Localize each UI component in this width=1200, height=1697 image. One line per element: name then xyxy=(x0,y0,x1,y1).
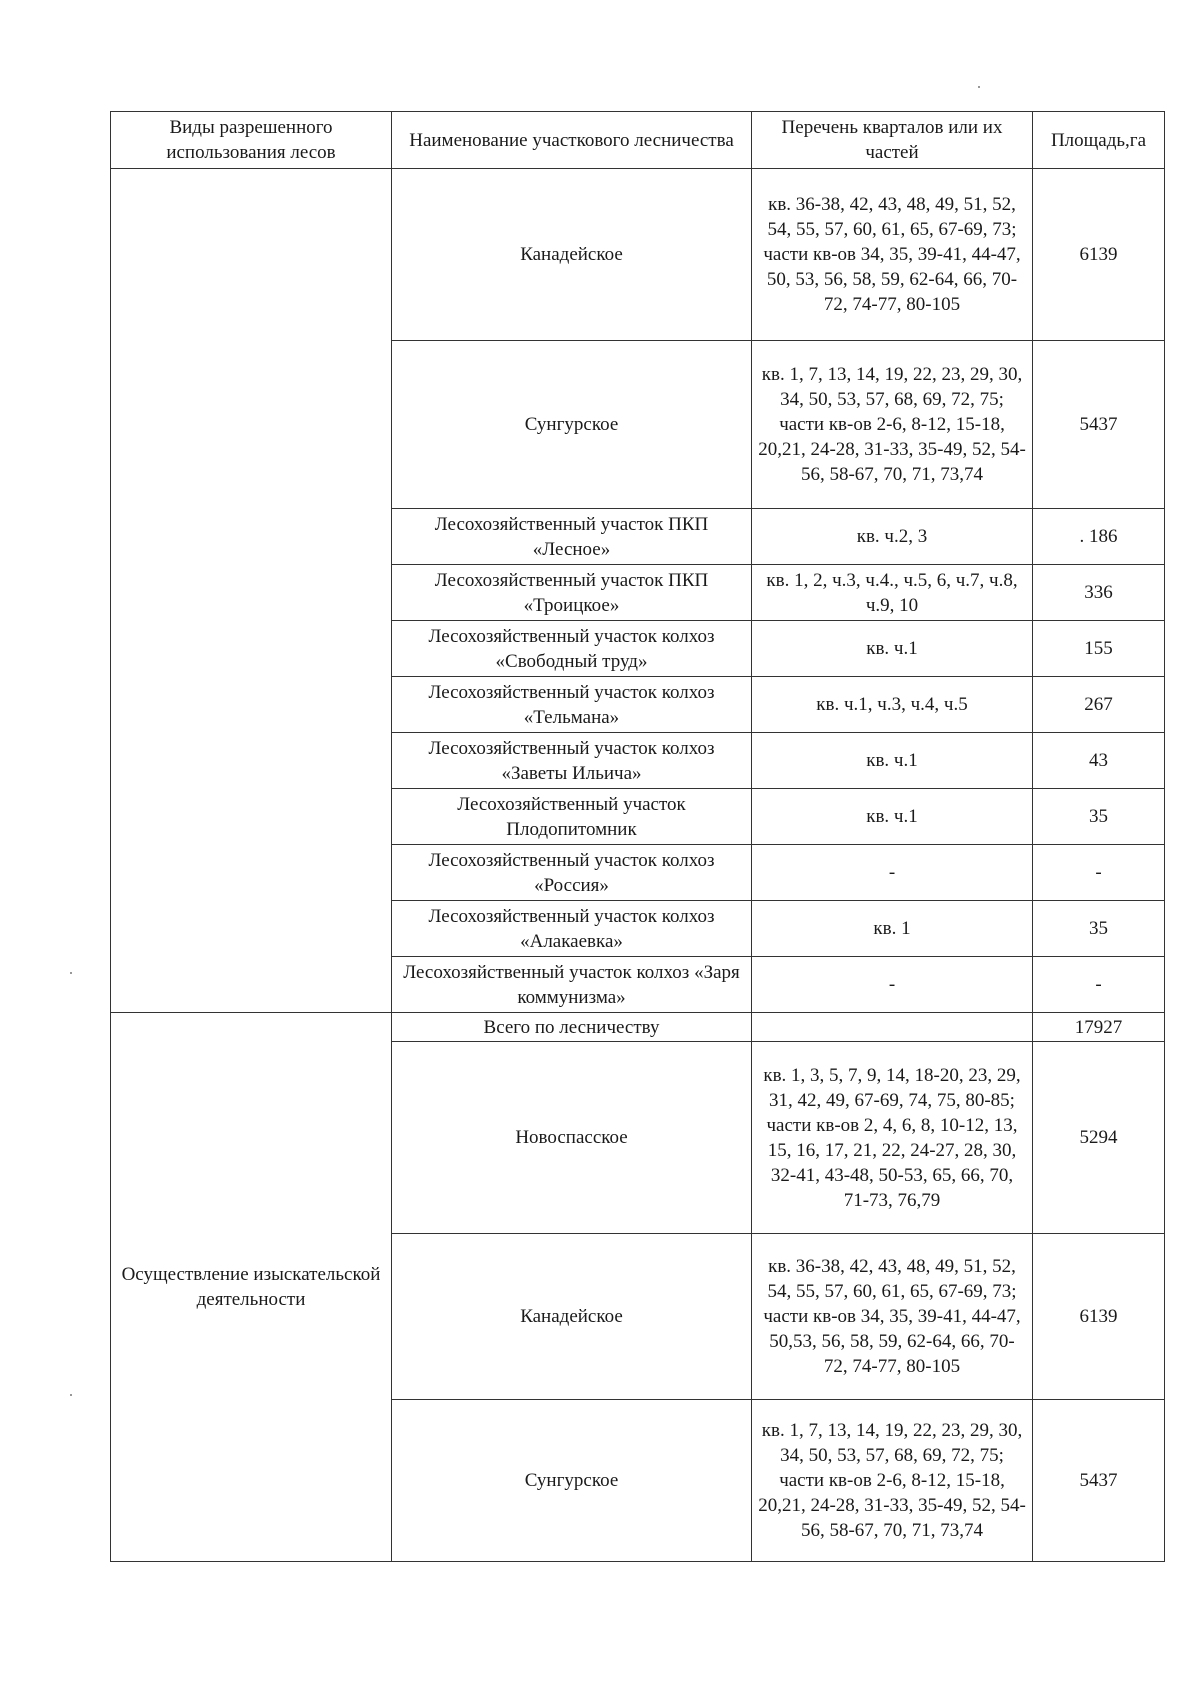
quarters-cell: кв. 1 xyxy=(752,901,1033,957)
area-cell: 35 xyxy=(1033,901,1165,957)
quarters-cell: кв. 1, 2, ч.3, ч.4., ч.5, 6, ч.7, ч.8, ч.9, 10 xyxy=(752,565,1033,621)
forestry-name-cell: Лесохозяйственный участок колхоз «Тельмана» xyxy=(392,677,752,733)
scan-speck xyxy=(70,1394,72,1396)
forestry-name-cell: Сунгурское xyxy=(392,341,752,509)
forestry-name-cell: Канадейское xyxy=(392,1234,752,1400)
forestry-name-cell: Сунгурское xyxy=(392,1400,752,1562)
quarters-cell: кв. ч.1 xyxy=(752,733,1033,789)
quarters-cell: кв. 36-38, 42, 43, 48, 49, 51, 52, 54, 55, 57, 60, 61, 65, 67-69, 73; части кв-ов 34, 35, 39-41, 44-47, 50,53, 56, 58, 59, 62-64, 66, 70-72, 74-77, 80-105 xyxy=(752,1234,1033,1400)
area-cell: 6139 xyxy=(1033,169,1165,341)
area-cell: - xyxy=(1033,845,1165,901)
table-row-total xyxy=(111,1013,1165,1042)
forestry-name-cell: Лесохозяйственный участок Плодопитомник xyxy=(392,789,752,845)
quarters-cell: кв. 1, 7, 13, 14, 19, 22, 23, 29, 30, 34, 50, 53, 57, 68, 69, 72, 75; части кв-ов 2-6, 8-12, 15-18, 20,21, 24-28, 31-33, 35-49, 52, 54-56, 58-67, 70, 71, 73,74 xyxy=(752,341,1033,509)
scan-speck xyxy=(978,86,980,88)
area-cell: 5437 xyxy=(1033,1400,1165,1562)
area-cell: 5294 xyxy=(1033,1042,1165,1234)
forestry-name-cell: Лесохозяйственный участок колхоз «Свободный труд» xyxy=(392,621,752,677)
table-header-row xyxy=(111,112,1165,169)
forestry-name-cell: Канадейское xyxy=(392,169,752,341)
area-cell: . 186 xyxy=(1033,509,1165,565)
area-cell: 336 xyxy=(1033,565,1165,621)
area-cell: - xyxy=(1033,957,1165,1013)
forestry-name-cell: Лесохозяйственный участок колхоз «Заря коммунизма» xyxy=(392,957,752,1013)
area-cell: 155 xyxy=(1033,621,1165,677)
area-cell: 6139 xyxy=(1033,1234,1165,1400)
area-cell: 35 xyxy=(1033,789,1165,845)
forestry-name-cell: Лесохозяйственный участок колхоз «Россия» xyxy=(392,845,752,901)
area-cell: 43 xyxy=(1033,733,1165,789)
quarters-cell: кв. 36-38, 42, 43, 48, 49, 51, 52, 54, 55, 57, 60, 61, 65, 67-69, 73; части кв-ов 34, 35, 39-41, 44-47, 50, 53, 56, 58, 59, 62-64, 66, 70-72, 74-77, 80-105 xyxy=(752,169,1033,341)
forest-use-table xyxy=(110,111,1165,1562)
quarters-cell: кв. 1, 7, 13, 14, 19, 22, 23, 29, 30, 34, 50, 53, 57, 68, 69, 72, 75; части кв-ов 2-6, 8-12, 15-18, 20,21, 24-28, 31-33, 35-49, 52, 54-56, 58-67, 70, 71, 73,74 xyxy=(752,1400,1033,1562)
forestry-name-cell: Лесохозяйственный участок колхоз «Заветы Ильича» xyxy=(392,733,752,789)
header-area: Площадь,га xyxy=(1033,112,1165,169)
quarters-cell: кв. 1, 3, 5, 7, 9, 14, 18-20, 23, 29, 31, 42, 49, 67-69, 74, 75, 80-85; части кв-ов 2, 4, 6, 8, 10-12, 13, 15, 16, 17, 21, 22, 24-27, 28, 30, 32-41, 43-48, 50-53, 65, 66, 70, 71-73, 76,79 xyxy=(752,1042,1033,1234)
use-type-cell: Осуществление изыскательской деятельности xyxy=(111,1013,392,1562)
quarters-cell: кв. ч.1 xyxy=(752,789,1033,845)
table-row xyxy=(111,169,1165,341)
forestry-name-cell: Всего по лесничеству xyxy=(392,1013,752,1042)
quarters-cell: кв. ч.1, ч.3, ч.4, ч.5 xyxy=(752,677,1033,733)
area-cell: 267 xyxy=(1033,677,1165,733)
forestry-name-cell: Лесохозяйственный участок колхоз «Алакаевка» xyxy=(392,901,752,957)
header-use-type: Виды разрешенного использования лесов xyxy=(111,112,392,169)
forestry-name-cell: Новоспасское xyxy=(392,1042,752,1234)
area-cell: 17927 xyxy=(1033,1013,1165,1042)
quarters-cell: кв. ч.2, 3 xyxy=(752,509,1033,565)
quarters-cell: - xyxy=(752,957,1033,1013)
header-forestry-name: Наименование участкового лесничества xyxy=(392,112,752,169)
quarters-cell: - xyxy=(752,845,1033,901)
scan-speck xyxy=(70,972,72,974)
quarters-cell: кв. ч.1 xyxy=(752,621,1033,677)
quarters-cell xyxy=(752,1013,1033,1042)
use-type-cell-empty xyxy=(111,169,392,1013)
header-quarters: Перечень кварталов или их частей xyxy=(752,112,1033,169)
area-cell: 5437 xyxy=(1033,341,1165,509)
forestry-name-cell: Лесохозяйственный участок ПКП «Троицкое» xyxy=(392,565,752,621)
forestry-name-cell: Лесохозяйственный участок ПКП «Лесное» xyxy=(392,509,752,565)
